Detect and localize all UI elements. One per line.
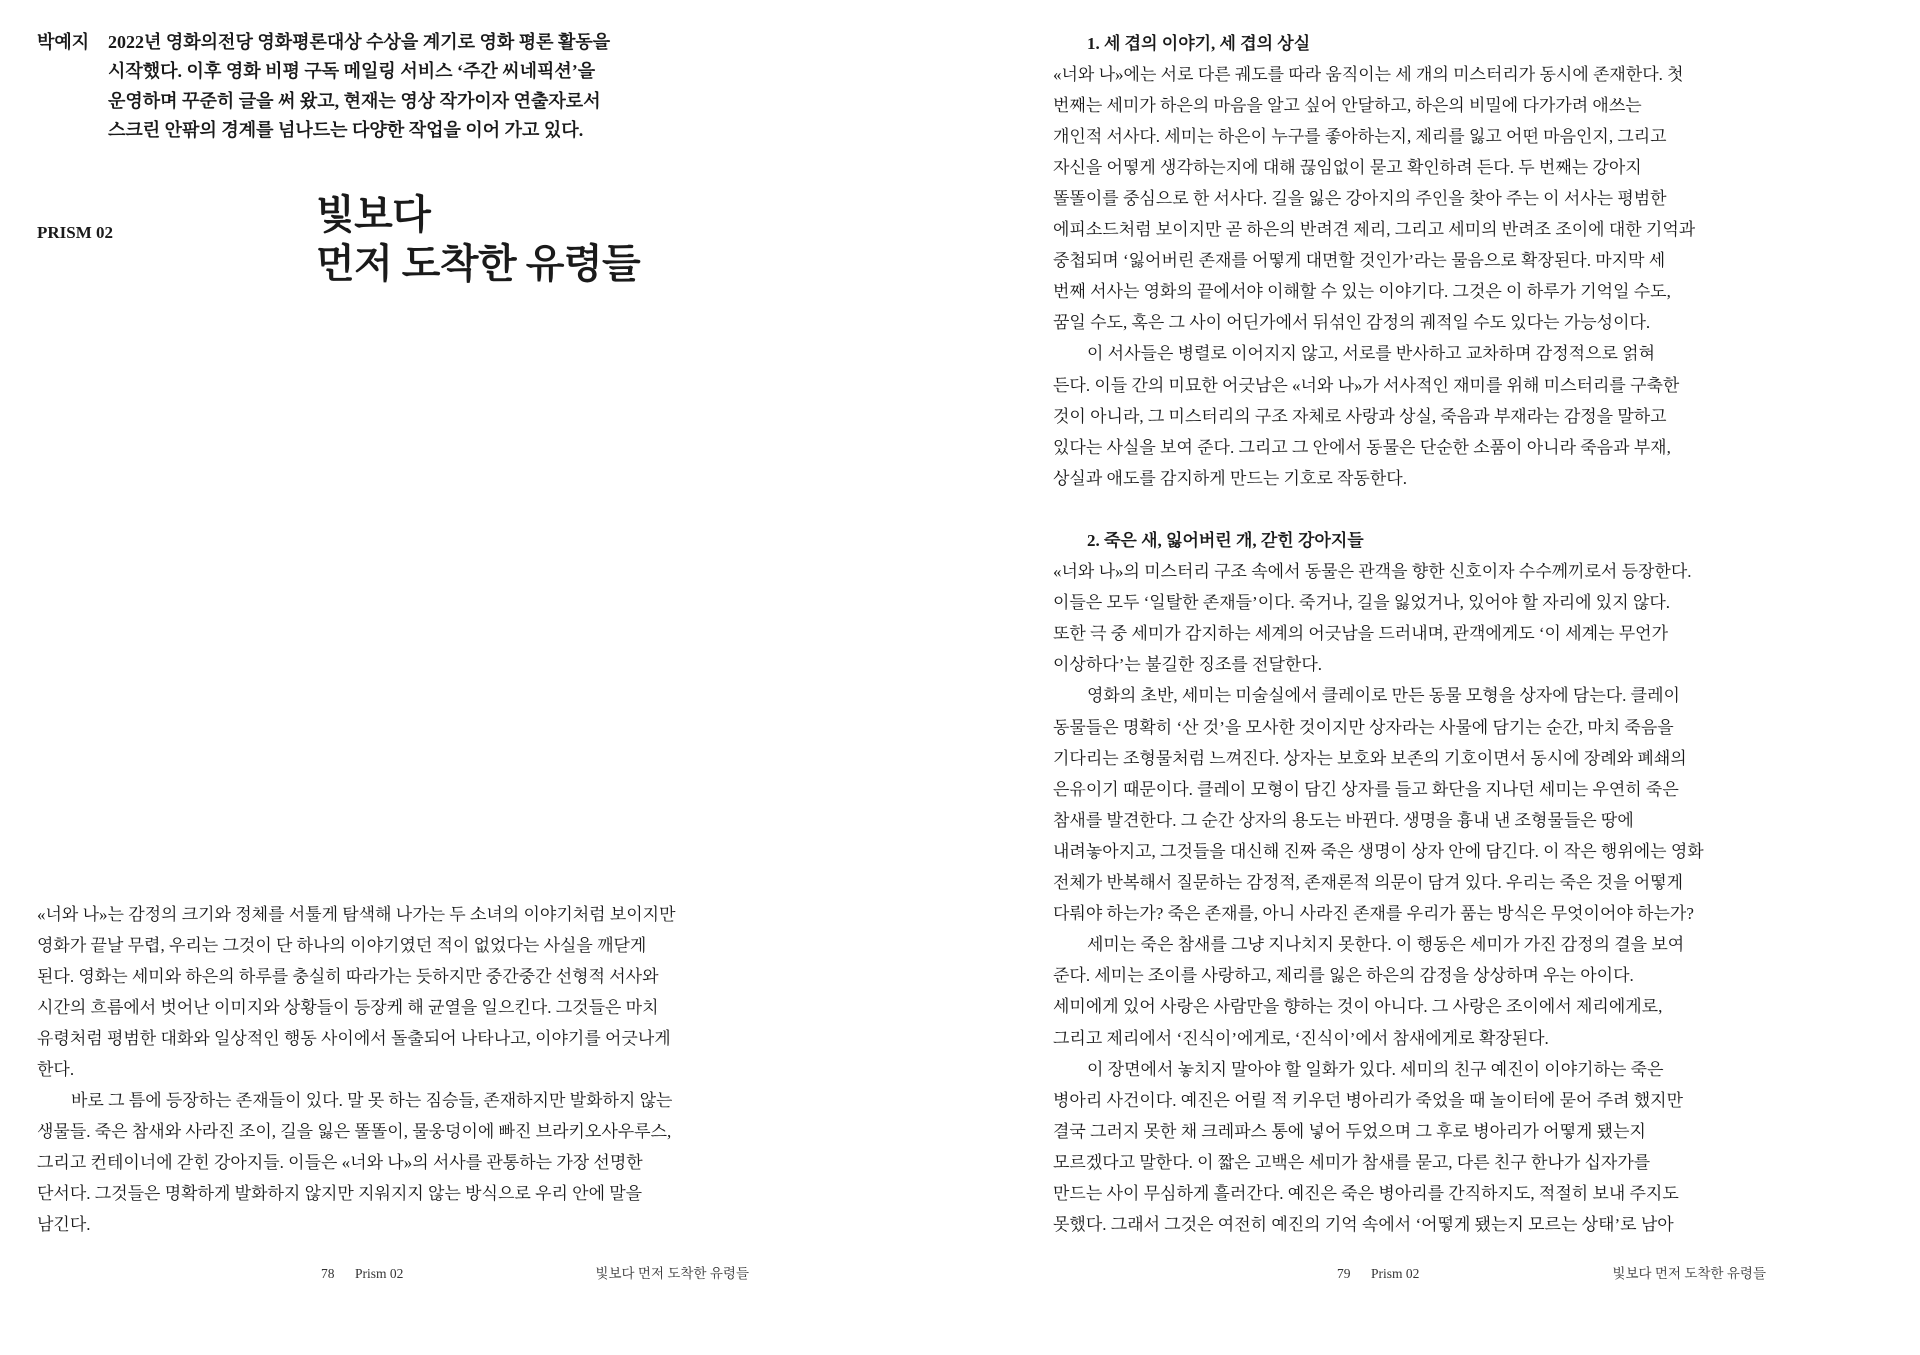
page-number: 79 (1337, 1266, 1351, 1281)
body-line: 영화의 초반, 세미는 미술실에서 클레이로 만든 동물 모형을 상자에 담는다. 클레이 (1087, 686, 1680, 706)
body-line: 개인적 서사다. 세미는 하은이 누구를 좋아하는지, 제리를 잃고 어떤 마음인지, 그리고 (1053, 126, 1667, 146)
body-line: «너와 나»에는 서로 다른 궤도를 따라 움직이는 세 개의 미스터리가 동시에 존재한다. 첫 (1053, 64, 1684, 84)
running-title: 빛보다 먼저 도착한 유령들 (595, 1266, 749, 1281)
article-section (1053, 525, 1704, 1240)
body-line: 동물들은 명확히 ‘산 것’을 모사한 것이지만 상자라는 사물에 담기는 순간, 마치 죽음을 (1053, 717, 1674, 737)
body-line: 생물들. 죽은 참새와 사라진 조이, 길을 잃은 똘똘이, 물웅덩이에 빠진 브라키오사우루스, (37, 1122, 672, 1142)
body-line: 상실과 애도를 감지하게 만드는 기호로 작동한다. (1053, 468, 1407, 488)
body-line: 시간의 흐름에서 벗어난 이미지와 상황들이 등장케 해 균열을 일으킨다. 그것들은 마치 (37, 997, 659, 1017)
article-title (316, 190, 640, 288)
paragraph (1053, 338, 1704, 493)
author-name: 박예지 (37, 32, 90, 52)
body-line: 그리고 제리에서 ‘진식이’에게로, ‘진식이’에서 참새에게로 확장된다. (1053, 1028, 1549, 1048)
running-title: 빛보다 먼저 도착한 유령들 (1612, 1266, 1766, 1281)
body-line: 세미에게 있어 사랑은 사람만을 향하는 것이 아니다. 그 사랑은 조이에서 제리에게로, (1053, 997, 1663, 1017)
body-line: 전체가 반복해서 질문하는 감정적, 존재론적 의문이 담겨 있다. 우리는 죽은 것을 어떻게 (1053, 873, 1684, 893)
author-bio-line: 시작했다. 이후 영화 비평 구독 메일링 서비스 ‘주간 씨네픽션’을 (108, 61, 596, 82)
body-line: 에피소드처럼 보이지만 곧 하은의 반려견 제리, 그리고 세미의 반려조 조이에 대한 기억과 (1053, 220, 1696, 240)
body-line: 결국 그러지 못한 채 크레파스 통에 넣어 두었으며 그 후로 병아리가 어떻게 됐는지 (1053, 1121, 1646, 1141)
body-line: 못했다. 그래서 그것은 여전히 예진의 기억 속에서 ‘어떻게 됐는지 모르는 상태’로 남아 (1053, 1215, 1674, 1235)
body-line: 병아리 사건이다. 예진은 어릴 적 키우던 병아리가 죽었을 때 놀이터에 묻어 주려 했지만 (1053, 1090, 1684, 1110)
body-line: 유령처럼 평범한 대화와 일상적인 행동 사이에서 돌출되어 나타나고, 이야기를 어긋나게 (37, 1028, 671, 1048)
body-line: 번째는 세미가 하은의 마음을 알고 싶어 안달하고, 하은의 비밀에 다가가려 애쓰는 (1053, 95, 1642, 115)
body-line: 꿈일 수도, 혹은 그 사이 어딘가에서 뒤섞인 감정의 궤적일 수도 있다는 가능성이다. (1053, 313, 1651, 333)
body-line: 든다. 이들 간의 미묘한 어긋남은 «너와 나»가 서사적인 재미를 위해 미스터리를 구축한 (1053, 375, 1680, 395)
magazine-name: Prism 02 (355, 1266, 404, 1281)
body-line: 다뤄야 하는가? 죽은 존재를, 아니 사라진 존재를 우리가 품는 방식은 무엇이어야 하는가? (1053, 904, 1694, 924)
body-line: 영화가 끝날 무렵, 우리는 그것이 단 하나의 이야기였던 적이 없었다는 사실을 깨닫게 (37, 935, 647, 955)
body-line: 만드는 사이 무심하게 흘러간다. 예진은 죽은 병아리를 간직하지도, 적절히 보내 주지도 (1053, 1183, 1679, 1203)
body-line: 또한 극 중 세미가 감지하는 세계의 어긋남을 드러내며, 관객에게도 ‘이 세계는 무언가 (1053, 624, 1669, 644)
body-line: 이상하다’는 불길한 징조를 전달한다. (1053, 655, 1322, 675)
author-bio-line: 2022년 영화의전당 영화평론대상 수상을 계기로 영화 평론 활동을 (108, 32, 611, 52)
paragraph (1053, 929, 1704, 1053)
body-line: 모르겠다고 말한다. 이 짧은 고백은 세미가 참새를 묻고, 다른 친구 한나가 십자가를 (1053, 1152, 1651, 1172)
body-line: 이들은 모두 ‘일탈한 존재들’이다. 죽거나, 길을 잃었거나, 있어야 할 자리에 있지 않다. (1053, 593, 1670, 613)
right-page (960, 0, 1920, 1355)
body-line: 있다는 사실을 보여 준다. 그리고 그 안에서 동물은 단순한 소품이 아니라 죽음과 부재, (1053, 437, 1671, 457)
body-line: 참새를 발견한다. 그 순간 상자의 용도는 바뀐다. 생명을 흉내 낸 조형물들은 땅에 (1053, 810, 1634, 830)
body-line: 준다. 세미는 조이를 사랑하고, 제리를 잃은 하은의 감정을 상상하며 우는 아이다. (1053, 966, 1634, 986)
article-section (1053, 28, 1704, 494)
body-line: 기다리는 조형물처럼 느껴진다. 상자는 보호와 보존의 기호이면서 동시에 장례와 폐쇄의 (1053, 748, 1687, 768)
body-line: 내려놓아지고, 그것들을 대신해 진짜 죽은 생명이 상자 안에 담긴다. 이 작은 행위에는 영화 (1053, 841, 1704, 861)
body-line: 바로 그 틈에 등장하는 존재들이 있다. 말 못 하는 짐승들, 존재하지만 발화하지 않는 (71, 1091, 673, 1111)
section-heading: 1. 세 겹의 이야기, 세 겹의 상실 (1087, 33, 1311, 53)
body-line: 은유이기 때문이다. 클레이 모형이 담긴 상자를 들고 화단을 지나던 세미는 우연히 죽은 (1053, 779, 1679, 799)
body-line: 그리고 컨테이너에 갇힌 강아지들. 이들은 «너와 나»의 서사를 관통하는 가장 선명한 (37, 1153, 643, 1173)
section-heading: 2. 죽은 새, 잃어버린 개, 갇힌 강아지들 (1087, 531, 1364, 550)
paragraph (37, 1085, 676, 1240)
body-line: 이 장면에서 놓치지 말아야 할 일화가 있다. 세미의 친구 예진이 이야기하는 죽은 (1087, 1059, 1664, 1079)
page-number: 78 (321, 1266, 335, 1281)
paragraph (1053, 1054, 1704, 1241)
magazine-name: Prism 02 (1371, 1266, 1420, 1281)
body-line: 번째 서사는 영화의 끝에서야 이해할 수 있는 이야기다. 그것은 이 하루가 기억일 수도, (1053, 282, 1671, 302)
paragraph (1053, 556, 1704, 680)
body-line: «너와 나»는 감정의 크기와 정체를 서툴게 탐색해 나가는 두 소녀의 이야기처럼 보이지만 (37, 904, 676, 924)
body-line: 이 서사들은 병렬로 이어지지 않고, 서로를 반사하고 교차하며 감정적으로 얽혀 (1087, 344, 1656, 364)
article-body (37, 899, 676, 1241)
article-body (1053, 28, 1704, 1241)
article-title-line: 빛보다 (316, 192, 431, 237)
section-label: PRISM 02 (37, 223, 114, 242)
body-line: 한다. (37, 1059, 75, 1079)
paragraph (1053, 59, 1704, 339)
author-bio-line: 운영하며 꾸준히 글을 써 왔고, 현재는 영상 작가이자 연출자로서 (108, 90, 601, 111)
body-line: 자신을 어떻게 생각하는지에 대해 끊임없이 묻고 확인하려 든다. 두 번째는 강아지 (1053, 157, 1642, 177)
paragraph (1053, 680, 1704, 929)
body-line: 단서다. 그것들은 명확하게 발화하지 않지만 지워지지 않는 방식으로 우리 안에 말을 (37, 1184, 643, 1204)
paragraph (37, 899, 676, 1086)
body-line: 세미는 죽은 참새를 그냥 지나치지 못한다. 이 행동은 세미가 가진 감정의 결을 보여 (1087, 935, 1685, 955)
author-bio (108, 28, 610, 146)
body-line: 중첩되며 ‘잃어버린 존재를 어떻게 대면할 것인가’라는 물음으로 확장된다. 마지막 세 (1053, 251, 1666, 271)
author-bio-line: 스크린 안팎의 경계를 넘나드는 다양한 작업을 이어 가고 있다. (108, 120, 584, 141)
body-line: «너와 나»의 미스터리 구조 속에서 동물은 관객을 향한 신호이자 수수께끼로서 등장한다. (1053, 562, 1692, 582)
body-line: 된다. 영화는 세미와 하은의 하루를 충실히 따라가는 듯하지만 중간중간 선형적 서사와 (37, 966, 659, 986)
article-title-line: 먼저 도착한 유령들 (316, 241, 641, 286)
body-line: 남긴다. (37, 1215, 91, 1235)
body-line: 것이 아니라, 그 미스터리의 구조 자체로 사랑과 상실, 죽음과 부재라는 감정을 말하고 (1053, 406, 1667, 426)
body-line: 똘똘이를 중심으로 한 서사다. 길을 잃은 강아지의 주인을 찾아 주는 이 서사는 평범한 (1053, 188, 1667, 208)
